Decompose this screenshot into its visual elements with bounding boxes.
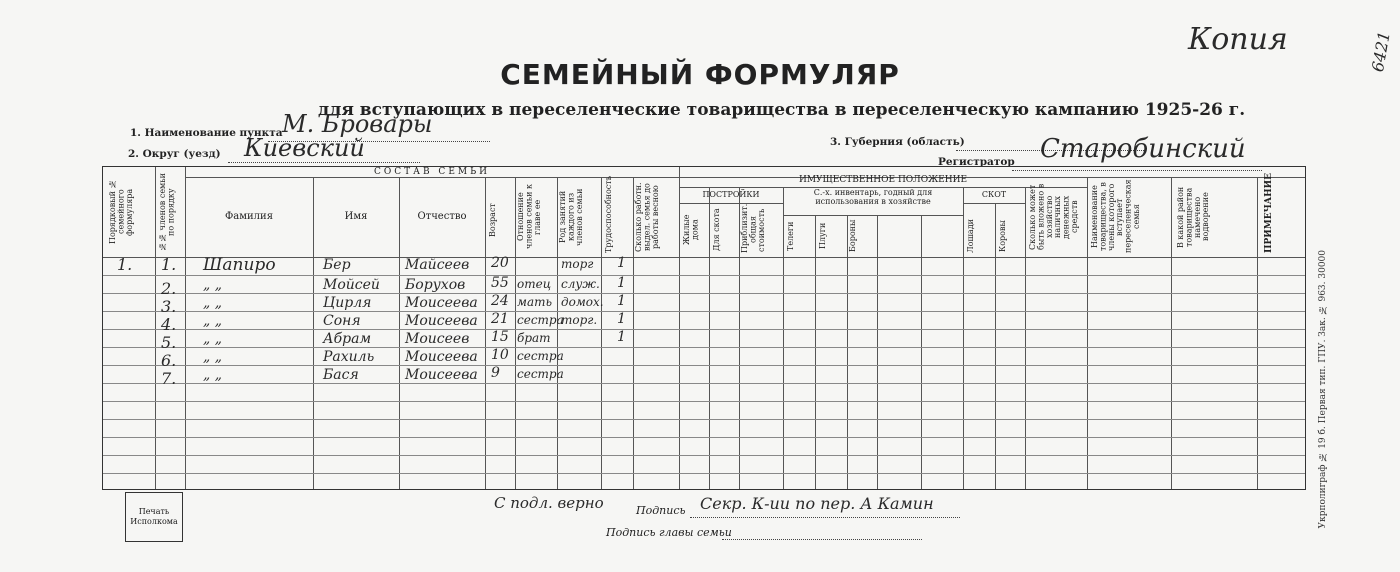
registrar-value: Старобинский [1040,134,1246,164]
col-num: №№ членов семьи по порядку [158,173,176,251]
corner-copy-note: Копия [1188,22,1288,57]
col-houses: Жилые дома [682,214,700,246]
col-ability: Трудоспособность [604,175,613,253]
col-notes: ПРИМЕЧАНИЕ [1264,172,1274,253]
col-occupation: Род занятий каждого из членов семьи [558,188,584,246]
row-ability: 1 [617,275,626,291]
row-relation: сестра [517,349,564,363]
registrar-label: Регистратор [938,156,1015,168]
col-horses: Лошади [966,219,975,253]
row-occupation: торг. [561,313,598,327]
row-patronymic: Моисеева [405,349,478,365]
group-inventory: С.-х. инвентарь, годный для использования в хозяйстве [813,188,933,206]
row-occupation: домох. [561,295,604,309]
col-seq: Порядковый № семейного формуляра [108,179,134,245]
row-surname: „ „ [203,349,222,365]
row-name: Бася [323,367,359,383]
point-value: М. Бровары [282,110,433,138]
stamp-line2: Исполкома [130,517,178,526]
row-name: Бер [323,257,351,273]
row-age: 10 [491,347,509,363]
col-value: Приблизит. общая стоимость [740,203,766,253]
row-num: 7. [161,369,177,388]
row-name: Мойсей [323,277,380,293]
form-subtitle: для вступающих в переселенческие товарищества в переселенческую кампанию 1925-26 г. [318,100,1246,120]
row-num: 6. [161,351,177,370]
col-carts: Телеги [786,221,795,251]
row-age: 21 [491,311,509,327]
row-age: 9 [491,365,500,381]
col-cows: Коровы [998,220,1007,252]
row-name: Абрам [323,331,372,347]
col-name: Имя [344,211,368,222]
row-patronymic: Моисеева [405,313,478,329]
row-surname: Шапиро [203,255,276,275]
row-surname: „ „ [203,367,222,383]
row-age: 55 [491,275,509,291]
col-partnership: Наименование товарищества, в члены которого вступает переселенческая семья [1090,179,1141,253]
row-ability: 1 [617,293,626,309]
col-patronymic: Отчество [417,211,467,222]
row-patronymic: Моисеев [405,331,470,347]
province-label: 3. Губерния (область) [830,136,965,148]
row-relation: брат [517,331,551,345]
row-ability: 1 [617,329,626,345]
sign-underline [690,517,960,518]
row-relation: отец [517,277,552,291]
form-title: СЕМЕЙНЫЙ ФОРМУЛЯР [500,58,900,91]
col-ploughs: Плуги [818,222,827,250]
stamp-line1: Печать [138,506,170,516]
row-patronymic: Моисеева [405,295,478,311]
row-surname: „ „ [203,295,222,311]
row-name: Цирля [323,295,372,311]
head-sign-label: Подпись главы семьи [606,526,732,539]
group-family: СОСТАВ СЕМЬИ [373,167,491,177]
row-seq: 1. [117,255,133,274]
family-table [102,166,1306,490]
col-funds: Сколько может быть вложено в хозяйство наличных денежных средств [1028,183,1079,251]
row-surname: „ „ [203,313,222,329]
copy-note: С подл. верно [494,494,604,512]
stamp-box [125,492,183,542]
point-label: 1. Наименование пункта [130,127,283,139]
row-ability: 1 [617,255,626,271]
row-num: 1. [161,255,177,274]
col-age: Возраст [488,203,497,237]
row-patronymic: Моисеева [405,367,478,383]
col-relation: Отношение членов семьи к главе ее [516,184,542,250]
col-harrows: Бороны [848,219,857,253]
row-relation: сестра [517,313,564,327]
col-workers: Сколько работн. выдел. семья до работы весною [634,182,660,252]
row-num: 3. [161,297,177,316]
row-occupation: торг [561,257,594,271]
row-age: 15 [491,329,509,345]
row-occupation: служ. [561,277,600,291]
row-relation: мать [517,295,553,309]
corner-number: 6421 [1368,29,1394,74]
row-num: 2. [161,279,177,298]
row-num: 4. [161,315,177,334]
sign-label: Подпись [636,504,686,517]
row-age: 24 [491,293,509,309]
row-ability: 1 [617,311,626,327]
row-age: 20 [491,255,509,271]
row-patronymic: Борухов [405,277,466,293]
head-sign-underline [722,539,922,540]
row-name: Соня [323,313,361,329]
row-surname: „ „ [203,277,222,293]
group-buildings: ПОСТРОЙКИ [702,190,760,199]
district-label: 2. Округ (уезд) [128,148,221,160]
district-value: Киевский [244,134,365,162]
row-name: Рахиль [323,349,375,365]
col-cattle-sheds: Для скота [712,208,721,252]
col-district: В какой район товарищества намечено водворение [1176,186,1211,248]
district-underline [228,162,420,163]
row-relation: сестра [517,367,564,381]
group-livestock: СКОТ [981,190,1007,199]
col-surname: Фамилия [224,211,274,222]
group-property: ИМУЩЕСТВЕННОЕ ПОЛОЖЕНИЕ [798,175,968,185]
sign-value: Секр. К-ии по пер. А Камин [700,494,934,513]
row-num: 5. [161,333,177,352]
row-surname: „ „ [203,331,222,347]
row-patronymic: Майсеев [405,257,470,273]
printer-imprint: Укрполиграф № 19 б. Первая тип. ГПУ. Зак. № 963. 30000 [1318,250,1328,529]
